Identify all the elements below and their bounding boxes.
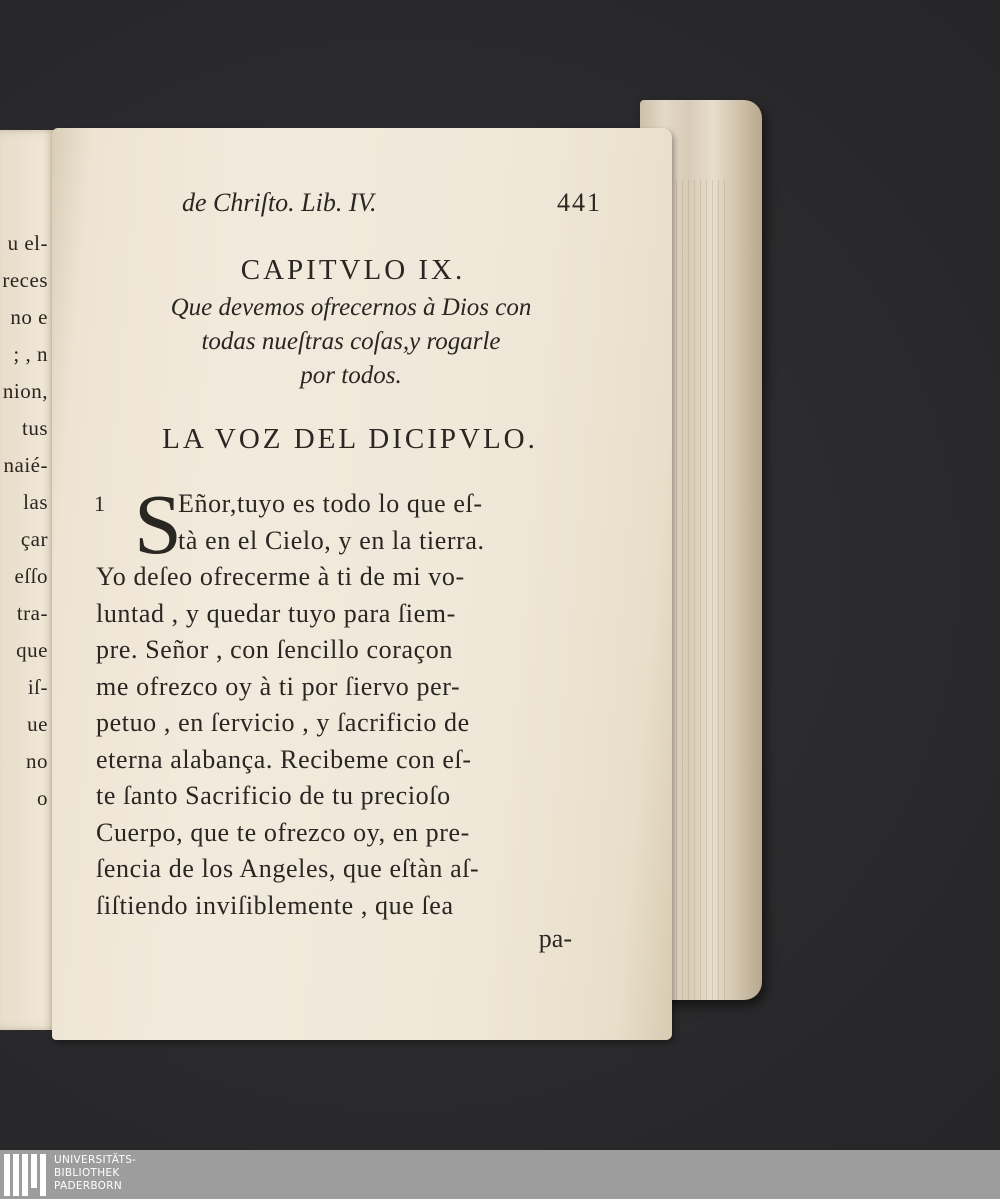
left-fragment: u el- [7,231,48,255]
logo-line: PADERBORN [54,1180,122,1192]
body-line: Cuerpo, que te ofrezco oy, en pre- [96,817,470,847]
left-page-text [0,225,48,817]
left-fragment: ; , n [13,342,48,366]
chapter-subtitle [106,291,596,393]
body-line: eterna alabança. Recibeme con eſ- [96,744,472,774]
left-fragment: o [37,786,48,810]
left-fragment: tus [21,416,48,440]
page-content [94,188,602,954]
left-fragment: nion, [2,379,48,403]
subtitle-line: por todos. [300,362,402,389]
body-line: luntad , y quedar tuyo para ſiem- [96,598,456,628]
left-fragment: no [26,749,48,773]
body-line: Yo deſeo ofrecerme à ti de mi vo- [96,562,465,591]
logo-line: UNIVERSITÄTS- [54,1154,137,1166]
body-line: ſencia de los Angeles, que eſtàn aſ- [96,854,480,883]
body-line: petuo , en ſervicio , y ſacrificio de [96,708,470,737]
library-logo-text [54,1154,136,1193]
section-heading: LA VOZ DEL DICIPVLO. [162,423,538,455]
left-fragment: iſ- [27,675,48,699]
page-number: 441 [557,188,602,217]
left-fragment: las [23,490,48,514]
left-fragment: no e [10,305,48,329]
body-line: tà en el Cielo, y en la tierra. [178,525,485,555]
right-page [52,128,672,1040]
logo-line: BIBLIOTHEK [54,1167,120,1179]
body-line: ſiſtiendo inviſiblemente , que ſea [96,890,454,920]
chapter-heading: CAPITVLO IX. [240,254,466,286]
body-paragraph [94,476,596,924]
drop-cap: S [134,476,182,572]
left-fragment: tra- [16,601,48,625]
left-fragment: ue [27,712,48,736]
body-line: Eñor,tuyo es todo lo que eſ- [178,489,483,518]
verse-number: 1 [94,491,105,516]
running-head-title: de Chriſto. Lib. IV. [182,188,377,217]
left-fragment: naié- [3,453,48,477]
subtitle-line: todas nueſtras coſas,y rogarle [201,328,501,355]
left-fragment: que [16,638,48,662]
body-line: me ofrezco oy à ti por ſiervo per- [96,671,461,701]
running-head [96,188,602,224]
body-line: te ſanto Sacrificio de tu precioſo [96,781,451,810]
left-page [0,130,60,1030]
left-fragment: çar [20,527,48,551]
catchword: pa- [538,924,572,953]
left-fragment: eſſo [14,564,48,588]
subtitle-line: Que devemos ofrecernos à Dios con [170,294,532,321]
library-footer-bar [0,1150,1000,1199]
body-line: pre. Señor , con ſencillo coraçon [96,635,453,664]
left-fragment: reces [2,268,48,292]
library-logo-icon [4,1154,48,1196]
